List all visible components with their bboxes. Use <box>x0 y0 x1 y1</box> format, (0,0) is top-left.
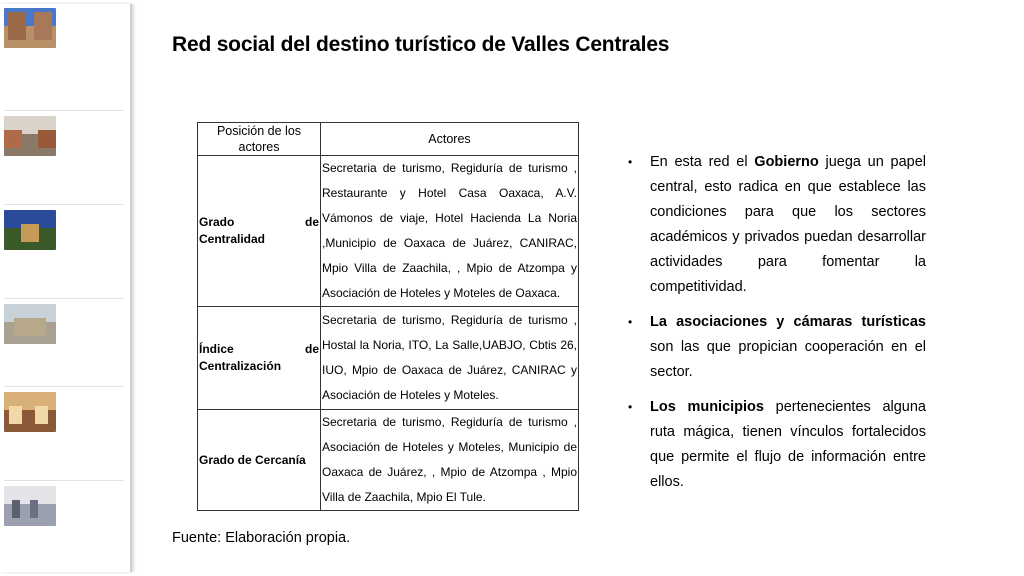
bullet-icon: • <box>628 315 633 329</box>
bullet-text-post: pertenecientes alguna ruta mágica, tienen vínculos fortalecidos que permite el flujo de información entre ellos. <box>650 399 926 490</box>
position-cell: Grado de Cercanía <box>198 410 321 511</box>
table-header-row <box>198 123 579 156</box>
table-row <box>198 307 579 410</box>
actors-cell: Secretaria de turismo, Regiduría de turismo , Asociación de Hoteles y Moteles, Municipio de Oaxaca de Juárez, , Mpio de Atzompa , Mpio Villa de Zaachila, Mpio El Tule. <box>321 410 579 511</box>
bullet-list <box>628 150 926 505</box>
actors-cell: Secretaria de turismo, Regiduría de turismo , Hostal la Noria, ITO, La Salle,UABJO, Cbtis 26, IUO, Mpio de Oaxaca de Juárez, CANIRAC y Asociación de Hoteles y Moteles. <box>321 307 579 410</box>
photo-plaza-thumbnail <box>4 304 56 344</box>
actors-cell: Secretaria de turismo, Regiduría de turismo , Restaurante y Hotel Casa Oaxaca, A.V. Vámonos de viaje, Hotel Hacienda La Noria ,Municipio de Oaxaca de Juárez, CANIRAC, Mpio Villa de Zaachila, , Mpio de Atzompa y Asociación de Hoteles y Moteles de Oaxaca. <box>321 156 579 307</box>
list-item <box>628 150 926 300</box>
bullet-text-bold: Los municipios <box>650 399 764 415</box>
bullet-text-post: juega un papel central, esto radica en que establece las condiciones para que los sectores académicos y privados puedan desarrollar actividades para fomentar la competitividad. <box>650 154 927 295</box>
bullet-icon: • <box>628 155 633 169</box>
photo-night-church-thumbnail <box>4 210 56 250</box>
position-cell: Grado de Centralidad <box>198 156 321 307</box>
photo-cathedral-thumbnail <box>4 8 56 48</box>
bullet-text-pre: En esta red el <box>650 154 755 170</box>
actors-column-header: Actores <box>321 123 579 156</box>
list-item <box>628 310 926 385</box>
photo-crowd-thumbnail <box>4 486 56 526</box>
position-column-header: Posición de los actores <box>198 123 321 156</box>
photo-interior-thumbnail <box>4 392 56 432</box>
table-row <box>198 410 579 511</box>
bullet-icon: • <box>628 400 633 414</box>
position-cell: Índice de Centralización <box>198 307 321 410</box>
table-row <box>198 156 579 307</box>
list-item <box>628 395 926 495</box>
photo-street-thumbnail <box>4 116 56 156</box>
actors-table <box>197 122 579 511</box>
bullet-text-bold: La asociaciones y cámaras turísticas <box>650 314 926 330</box>
bullet-text-bold: Gobierno <box>754 154 819 170</box>
slide-title: Red social del destino turístico de Valles Centrales <box>172 33 670 56</box>
bullet-text-post: son las que propician cooperación en el sector. <box>650 339 926 380</box>
source-note: Fuente: Elaboración propia. <box>172 530 351 546</box>
thumbnail-sidebar <box>0 4 132 572</box>
